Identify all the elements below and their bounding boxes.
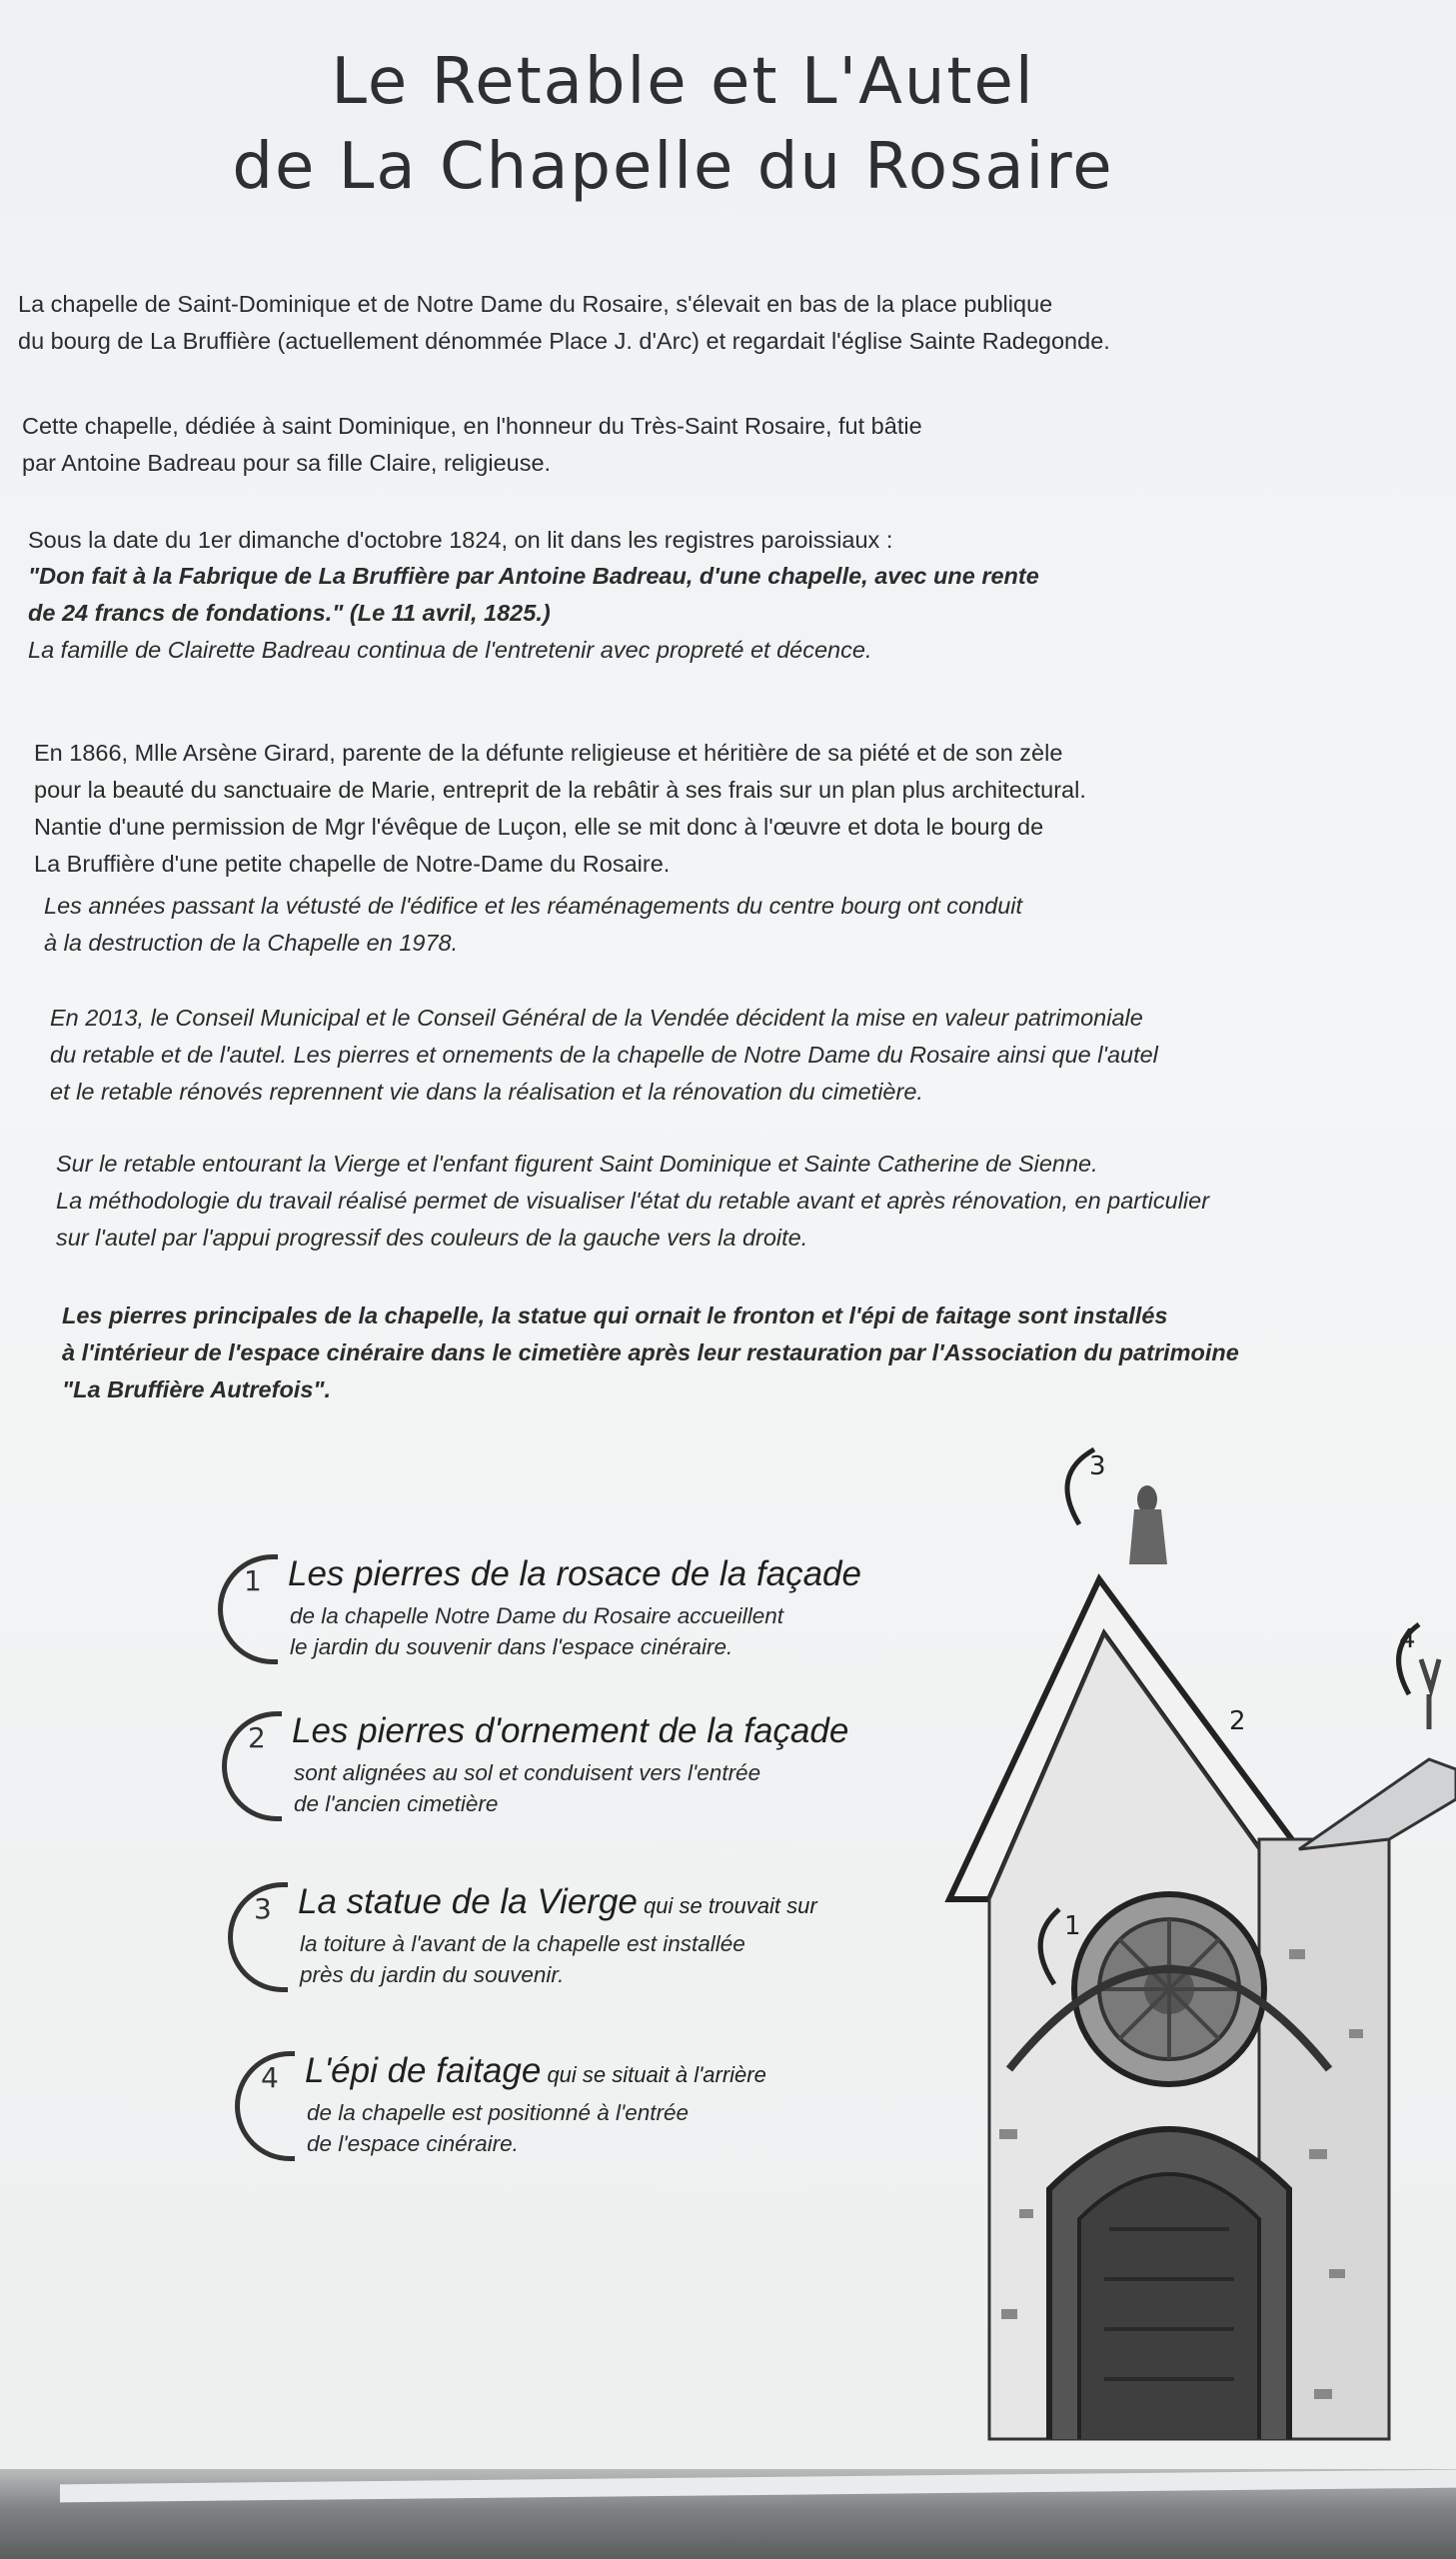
legend-description: sont alignées au sol et conduisent vers l'entrée de l'ancien cimetière: [294, 1760, 761, 1816]
legend-number: 1: [244, 1564, 262, 1597]
legend-heading-small: qui se trouvait sur: [637, 1893, 817, 1918]
paragraph-10: Les pierres principales de la chapelle, la statue qui ornait le fronton et l'épi de faitage sont installés à l'intérieur de l'espace cinéraire dans le cimetière après leur restauration par l'Association du patrimoine "La Bruffière Autrefois".: [62, 1302, 1239, 1402]
callout-1-label: 1: [1064, 1911, 1081, 1941]
legend-heading: Les pierres de la rosace de la façade: [288, 1554, 861, 1593]
paragraph-2: Cette chapelle, dédiée à saint Dominique, en l'honneur du Très-Saint Rosaire, fut bâtie par Antoine Badreau pour sa fille Claire, religieuse.: [22, 413, 922, 476]
callout-2-label: 2: [1229, 1706, 1246, 1736]
legend-number: 2: [248, 1721, 266, 1754]
paragraph-1: La chapelle de Saint-Dominique et de Notre Dame du Rosaire, s'élevait en bas de la place publique du bourg de La Bruffière (actuellement dénommée Place J. d'Arc) et regardait l'église Sainte Radegonde.: [18, 291, 1110, 354]
legend-item-4: [235, 2051, 934, 2181]
legend-heading-small: qui se situait à l'arrière: [541, 2062, 766, 2087]
legend-number: 4: [261, 2061, 279, 2094]
legend-heading: Les pierres d'ornement de la façade: [292, 1711, 849, 1750]
callout-4-label: 4: [1399, 1624, 1416, 1654]
panel-edge: [60, 2470, 1456, 2503]
callout-3: [1067, 1449, 1106, 1524]
paragraph-9: Sur le retable entourant la Vierge et l'enfant figurent Saint Dominique et Sainte Catherine de Sienne. La méthodologie du travail réalisé permet de visualiser l'état du retable avant et après rénovation, en particulier sur l'autel par l'appui progressif des couleurs de la gauche vers la droite.: [56, 1151, 1210, 1251]
side-roof: [1299, 1759, 1456, 1849]
door-icon: [1049, 2129, 1289, 2439]
legend-description: la toiture à l'avant de la chapelle est installée près du jardin du souvenir.: [300, 1931, 745, 1987]
callout-3-label: 3: [1089, 1451, 1106, 1481]
legend-description: de la chapelle Notre Dame du Rosaire accueillent le jardin du souvenir dans l'espace cinéraire.: [290, 1603, 784, 1659]
legend-item-1: [218, 1554, 917, 1684]
legend-heading: La statue de la Vierge qui se trouvait sur: [298, 1882, 817, 1921]
legend-heading: L'épi de faitage qui se situait à l'arrière: [305, 2051, 766, 2090]
paragraph-8: En 2013, le Conseil Municipal et le Conseil Général de la Vendée décident la mise en valeur patrimoniale du retable et de l'autel. Les pierres et ornements de la chapelle de Notre Dame du Rosaire ainsi que l'autel et le retable rénovés reprennent vie dans la réalisation et la rénovation du cimetière.: [50, 1005, 1158, 1105]
callout-4: [1399, 1624, 1419, 1694]
legend-item-2: [222, 1711, 921, 1841]
paragraph-5: La famille de Clairette Badreau continua de l'entretenir avec propreté et décence.: [28, 637, 872, 663]
paragraph-6: En 1866, Mlle Arsène Girard, parente de la défunte religieuse et héritière de sa piété et de son zèle pour la beauté du sanctuaire de Marie, entreprit de la rebâtir à ses frais sur un plan plus architectural. Nantie d'une permission de Mgr l'évêque de Luçon, elle se mit donc à l'œuvre et dota le bourg de La Bruffière d'une petite chapelle de Notre-Dame du Rosaire.: [34, 740, 1086, 877]
statue-icon: [1129, 1485, 1167, 1564]
legend-item-3: [228, 1882, 927, 2012]
title-line-2: de La Chapelle du Rosaire: [232, 130, 1114, 204]
title-line-1: Le Retable et L'Autel: [331, 45, 1035, 119]
finial-icon: [1421, 1659, 1439, 1729]
paragraph-3: Sous la date du 1er dimanche d'octobre 1824, on lit dans les registres paroissiaux :: [28, 527, 893, 553]
paragraph-4: "Don fait à la Fabrique de La Bruffière par Antoine Badreau, d'une chapelle, avec une rente de 24 francs de fondations." (Le 11 avril, 1825.): [28, 563, 1039, 626]
paragraph-7: Les années passant la vétusté de l'édifice et les réaménagements du centre bourg ont conduit à la destruction de la Chapelle en 1978.: [44, 893, 1023, 956]
legend-number: 3: [254, 1892, 272, 1925]
chapel-illustration: [929, 1429, 1456, 2459]
legend-description: de la chapelle est positionné à l'entrée de l'espace cinéraire.: [307, 2100, 690, 2156]
callout-2: [1229, 1706, 1246, 1736]
panel-frame-bottom: [0, 2469, 1456, 2559]
